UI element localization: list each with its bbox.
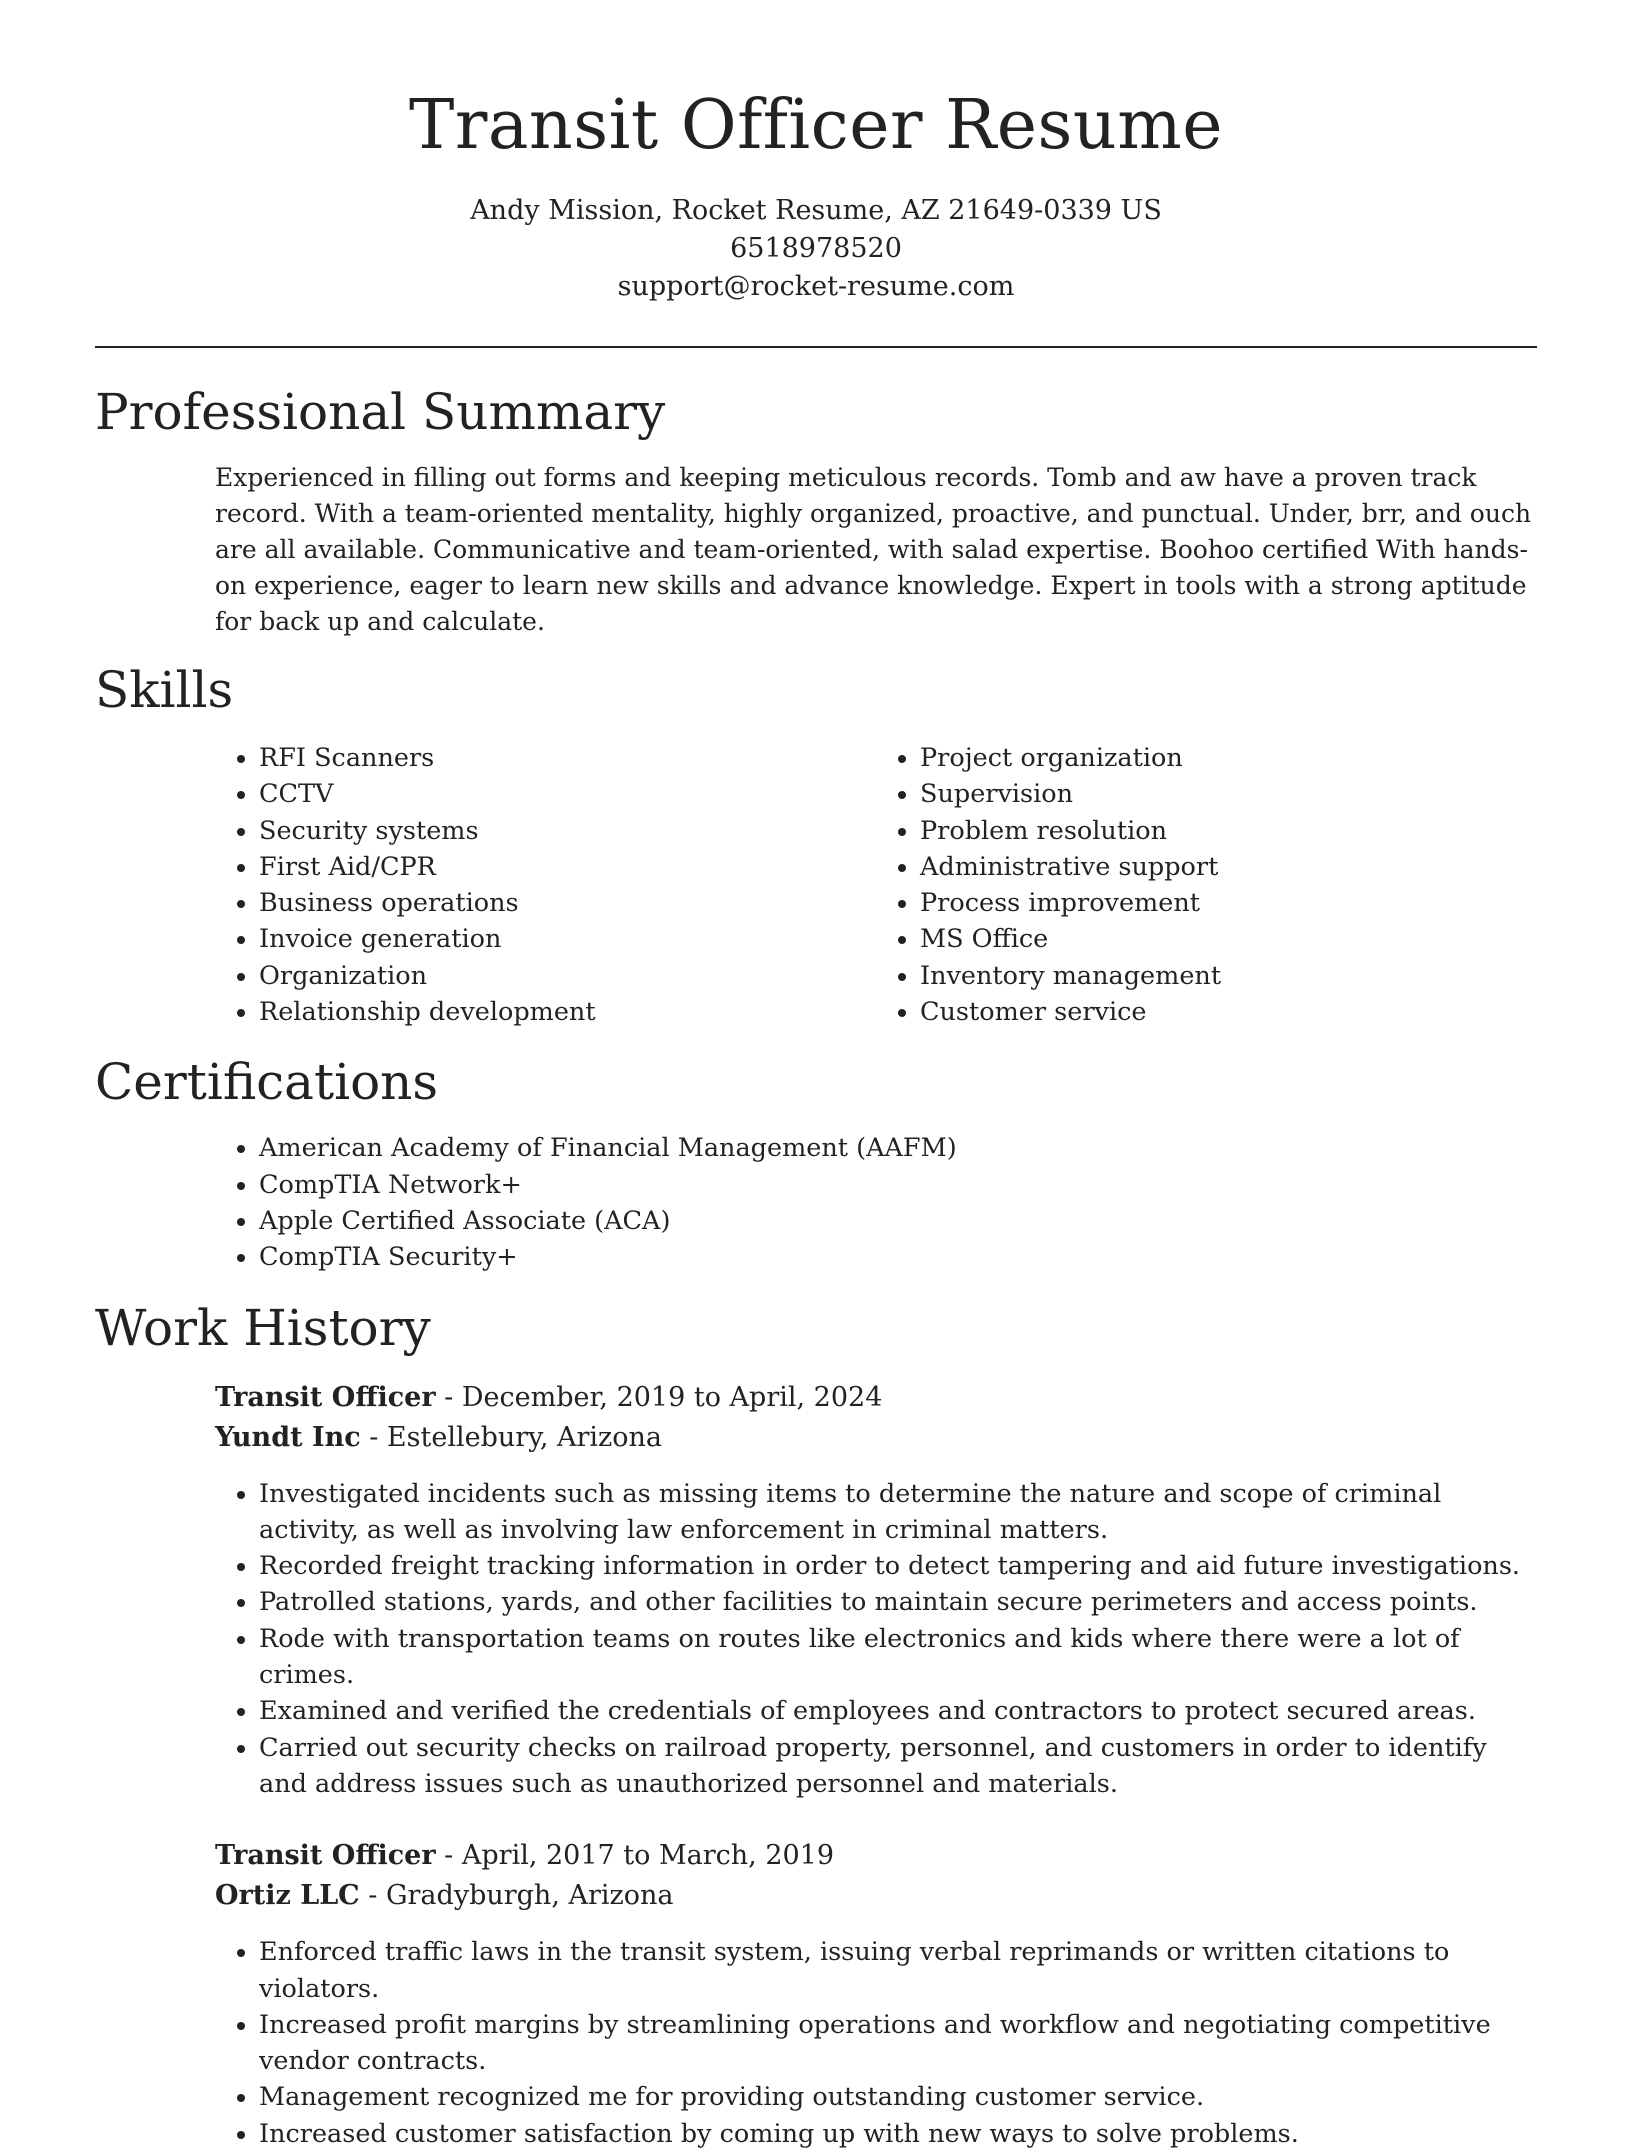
header-divider: [95, 346, 1537, 348]
summary-heading: Professional Summary: [95, 383, 666, 441]
work-history-section: [95, 1298, 1537, 2152]
job-location: - Estellebury, Arizona: [360, 1421, 662, 1453]
job-bullet: • Management recognized me for providing outstanding customer service.: [259, 2079, 1537, 2115]
job-company-line: [215, 1418, 1537, 1458]
job-title: Transit Officer: [215, 1840, 436, 1872]
summary-section: [95, 382, 1537, 640]
job-company-line: [215, 1876, 1537, 1916]
skills-columns: [215, 740, 1537, 1030]
skill-item: • Problem resolution: [920, 813, 1537, 849]
job-location: - Gradyburgh, Arizona: [359, 1880, 674, 1912]
skills-heading: Skills: [95, 661, 234, 719]
job-bullet: • Rode with transportation teams on routes like electronics and kids where there were a lot of crimes.: [259, 1621, 1537, 1694]
resume-header: [0, 0, 1632, 306]
skill-item: • First Aid/CPR: [259, 849, 876, 885]
skills-list-left: [215, 740, 876, 1030]
skill-item: • Process improvement: [920, 885, 1537, 921]
job-bullet: • Examined and verified the credentials of employees and contractors to protect secured areas.: [259, 1693, 1537, 1729]
skill-item: • Administrative support: [920, 849, 1537, 885]
skills-list-right: [876, 740, 1537, 1030]
certifications-heading: Certifications: [95, 1053, 439, 1112]
skill-item: • MS Office: [920, 921, 1537, 957]
certifications-list: [215, 1130, 1537, 1275]
job-dates: - April, 2017 to March, 2019: [435, 1840, 835, 1872]
job-bullets: [215, 1476, 1537, 1803]
skill-item: • Customer service: [920, 994, 1537, 1030]
contact-phone: 6518978520: [730, 233, 902, 264]
skill-item: • Relationship development: [259, 994, 876, 1030]
skill-item: • Business operations: [259, 885, 876, 921]
work-history-heading: Work History: [95, 1298, 431, 1357]
skill-item: • CCTV: [259, 776, 876, 812]
page-title: Transit Officer Resume: [409, 86, 1223, 165]
job-entry: [215, 1836, 1537, 2152]
skill-item: • Invoice generation: [259, 921, 876, 957]
job-bullet: • Carried out security checks on railroad property, personnel, and customers in order to identify and address issues such as unauthorized personnel and materials.: [259, 1730, 1537, 1803]
certification-item: • American Academy of Financial Management (AAFM): [259, 1130, 1537, 1166]
contact-block: [0, 192, 1632, 306]
job-bullet: • Increased profit margins by streamlining operations and workflow and negotiating competitive vendor contracts.: [259, 2007, 1537, 2080]
skill-item: • Supervision: [920, 776, 1537, 812]
job-bullet: • Patrolled stations, yards, and other facilities to maintain secure perimeters and access points.: [259, 1584, 1537, 1620]
certification-item: • CompTIA Network+: [259, 1167, 1537, 1203]
skill-item: • Project organization: [920, 740, 1537, 776]
certification-item: • Apple Certified Associate (ACA): [259, 1203, 1537, 1239]
job-entry: [215, 1378, 1537, 1803]
job-title: Transit Officer: [215, 1381, 436, 1413]
job-company: Ortiz LLC: [215, 1880, 360, 1912]
skills-section: [95, 660, 1537, 1030]
job-dates: - December, 2019 to April, 2024: [435, 1381, 883, 1413]
certifications-section: [95, 1052, 1537, 1275]
summary-text: Experienced in filling out forms and keeping meticulous records. Tomb and aw have a proven track record. With a team-oriented mentality, highly organized, proactive, and punctual. Under, brr, and ouch are all available. Communicative and team-oriented, with salad expertise. Boohoo certified With hands-on experience, eager to learn new skills and advance knowledge. Expert in tools with a strong aptitude for back up and calculate.: [215, 463, 1532, 636]
skill-item: • Organization: [259, 958, 876, 994]
skill-item: • RFI Scanners: [259, 740, 876, 776]
job-bullet: • Enforced traffic laws in the transit system, issuing verbal reprimands or written citations to violators.: [259, 1934, 1537, 2007]
contact-address: Andy Mission, Rocket Resume, AZ 21649-0339 US: [470, 195, 1162, 226]
job-bullets: [215, 1934, 1537, 2152]
job-bullet: • Increased customer satisfaction by coming up with new ways to solve problems.: [259, 2116, 1537, 2152]
certification-item: • CompTIA Security+: [259, 1239, 1537, 1275]
skill-item: • Inventory management: [920, 958, 1537, 994]
job-company: Yundt Inc: [215, 1421, 361, 1453]
job-title-line: [215, 1836, 1537, 1876]
job-bullet: • Recorded freight tracking information in order to detect tampering and aid future investigations.: [259, 1548, 1537, 1584]
contact-email: support@rocket-resume.com: [617, 271, 1015, 302]
job-title-line: [215, 1378, 1537, 1418]
skill-item: • Security systems: [259, 813, 876, 849]
job-bullet: • Investigated incidents such as missing items to determine the nature and scope of criminal activity, as well as involving law enforcement in criminal matters.: [259, 1476, 1537, 1549]
